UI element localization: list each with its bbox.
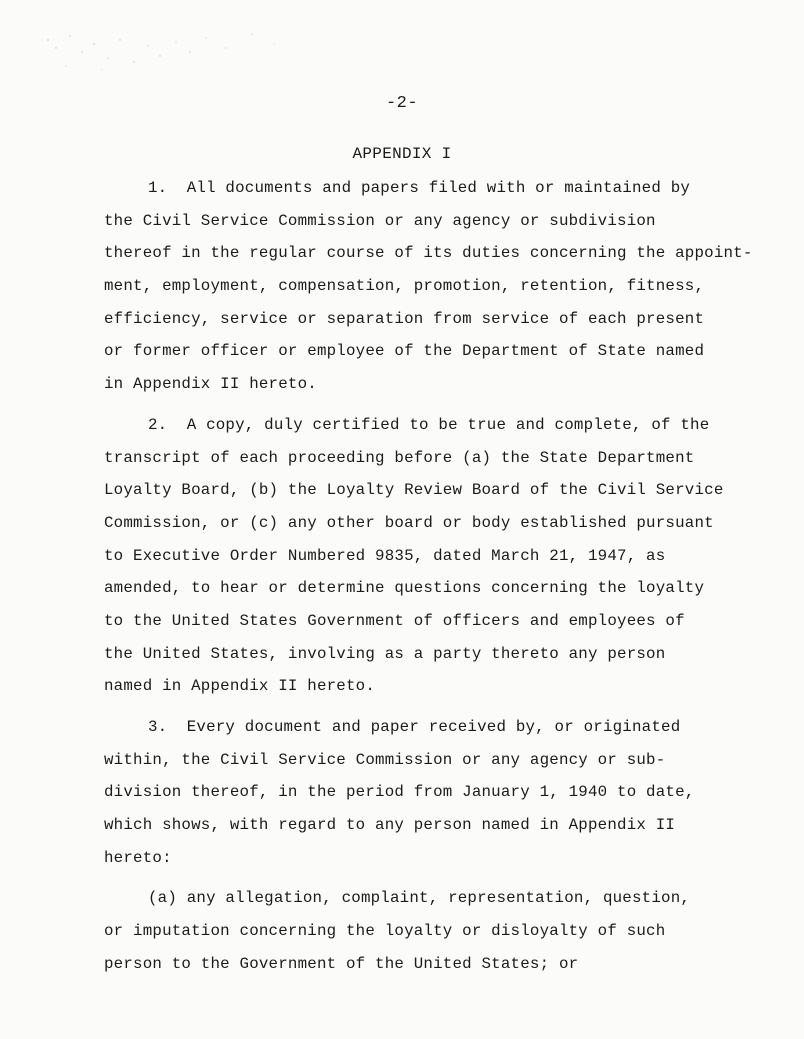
text-line: amended, to hear or determine questions concerning the loyalty [104,579,705,598]
text-line: thereof in the regular course of its duties concerning the appoint- [104,244,753,263]
body-text [104,172,784,989]
paper-specks [30,22,330,82]
text-line: Loyalty Board, (b) the Loyalty Review Board of the Civil Service [104,481,724,500]
text-line: to Executive Order Numbered 9835, dated March 21, 1947, as [104,546,666,565]
appendix-heading: APPENDIX I [352,145,452,163]
text-line: (a) any allegation, complaint, representation, question, [148,889,691,908]
text-line: hereto: [104,848,172,867]
paragraph-3 [104,711,784,874]
text-line: within, the Civil Service Commission or any agency or sub- [104,750,666,769]
text-line: person to the Government of the United States; or [104,954,579,973]
text-line: ment, employment, compensation, promotion, retention, fitness, [104,277,705,296]
text-line: named in Appendix II hereto. [104,677,376,696]
paragraph-1 [104,172,784,401]
text-line: 2. A copy, duly certified to be true and complete, of the [148,415,710,434]
text-line: division thereof, in the period from January 1, 1940 to date, [104,783,695,802]
text-line: or former officer or employee of the Department of State named [104,342,705,361]
page-number: -2- [385,94,419,113]
text-line: in Appendix II hereto. [104,375,317,394]
text-line: the Civil Service Commission or any agency or subdivision [104,211,656,230]
text-line: the United States, involving as a party thereto any person [104,644,666,663]
text-line: 3. Every document and paper received by, or originated [148,718,681,736]
paragraph-2 [104,409,784,703]
text-line: or imputation concerning the loyalty or disloyalty of such [104,922,666,941]
text-line: 1. All documents and papers filed with or maintained by [148,179,691,197]
text-line: which shows, with regard to any person named in Appendix II [104,816,676,835]
text-line: to the United States Government of officers and employees of [104,611,685,630]
text-line: efficiency, service or separation from service of each present [104,309,705,328]
paragraph-3a [104,882,784,980]
text-line: Commission, or (c) any other board or body established pursuant [104,513,714,532]
text-line: transcript of each proceeding before (a) the State Department [104,448,695,467]
